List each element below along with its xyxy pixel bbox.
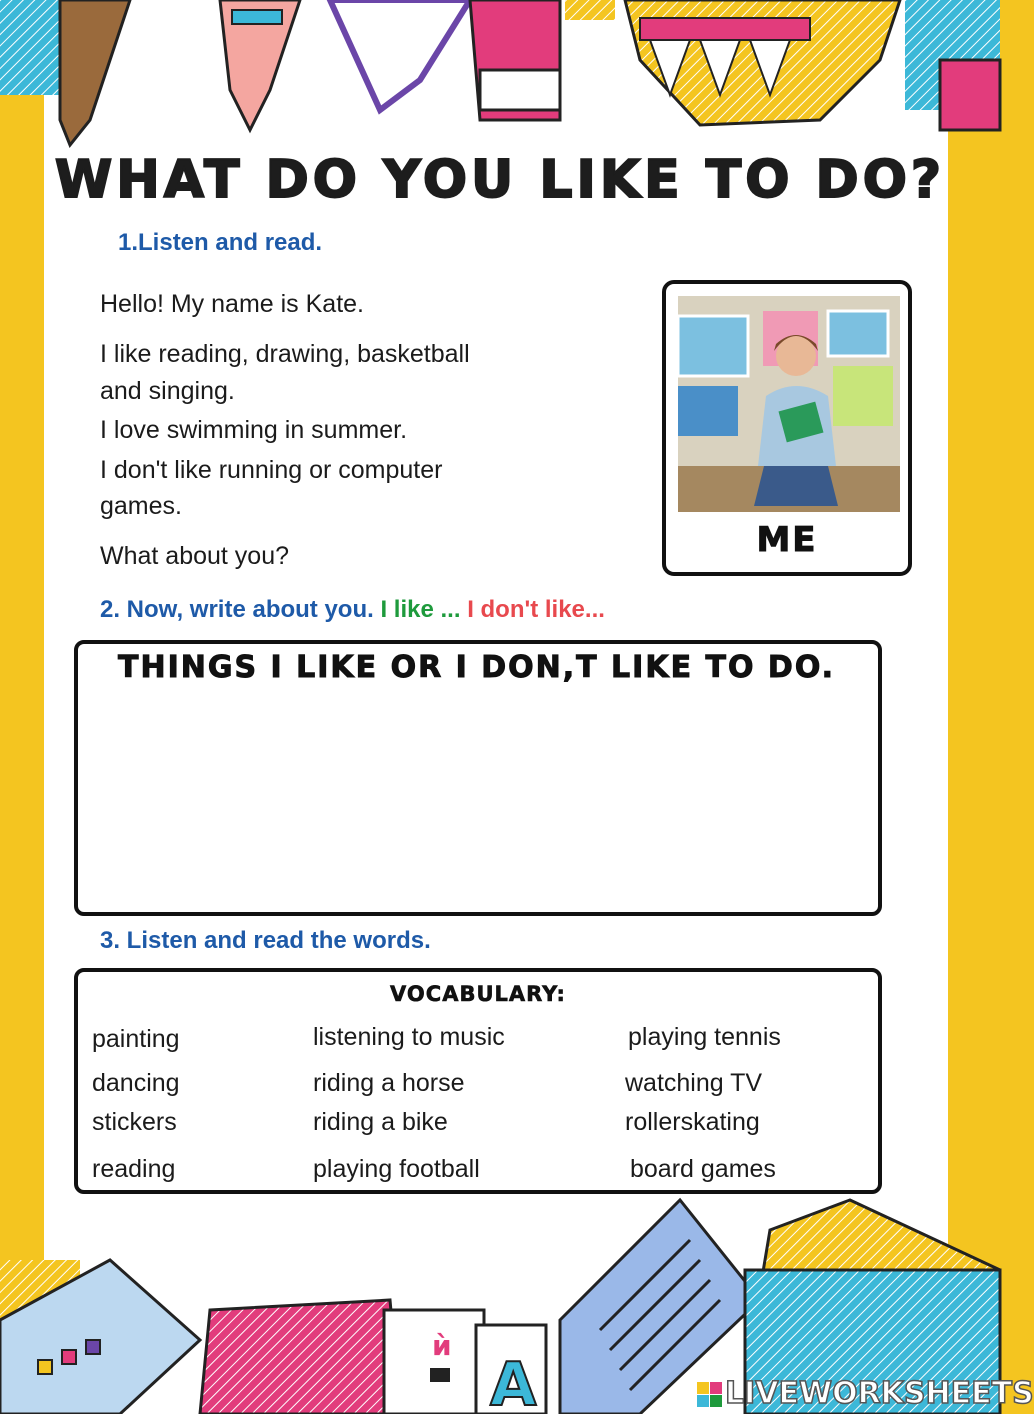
photo-label: ME (756, 520, 818, 560)
reading-line-5: I don't like running or computer (100, 456, 443, 484)
vocab-word: dancing (92, 1069, 180, 1097)
reading-line-1: Hello! My name is Kate. (100, 290, 364, 318)
vocabulary-title: VOCABULARY: (390, 982, 566, 1006)
reading-line-2: I like reading, drawing, basketball (100, 340, 470, 368)
section1-heading: 1.Listen and read. (118, 229, 323, 256)
blue-paper-shape (0, 0, 60, 95)
reading-line-6: games. (100, 492, 182, 520)
reading-line-3: and singing. (100, 377, 235, 405)
section2-heading (100, 596, 605, 624)
reading-line-7: What about you? (100, 542, 290, 570)
brush-icon (60, 0, 130, 145)
svg-text:ѝ: ѝ (432, 1329, 452, 1362)
vocab-word: watching TV (625, 1069, 763, 1097)
section2-heading-text: 2. Now, write about you. (100, 596, 374, 623)
vocab-word: listening to music (313, 1023, 505, 1051)
vocab-word: board games (630, 1155, 776, 1183)
vocab-word: painting (92, 1025, 180, 1053)
writing-box-title: THINGS I LIKE OR I DON,T LIKE TO DO. (118, 650, 836, 685)
section3-heading: 3. Listen and read the words. (100, 927, 431, 954)
teacher-photo (678, 296, 900, 512)
vocab-word: riding a bike (313, 1108, 448, 1136)
reading-line-4: I love swimming in summer. (100, 416, 408, 444)
liveworksheets-logo-icon (697, 1382, 723, 1408)
vocab-word: playing tennis (628, 1023, 781, 1051)
watermark: LIVEWORKSHEETS (725, 1376, 1034, 1411)
like-prompt: I like ... (380, 596, 461, 623)
svg-text:A: A (490, 1350, 537, 1414)
dislike-prompt: I don't like... (467, 596, 605, 623)
photo-card (662, 280, 912, 576)
writing-answer-box[interactable] (74, 640, 882, 916)
card-icon (384, 1310, 484, 1414)
worksheet-title: WHAT DO YOU LIKE TO DO? (54, 150, 946, 210)
vocab-word: rollerskating (625, 1108, 760, 1136)
top-decoration-illustration (0, 0, 1000, 150)
vocab-word: riding a horse (313, 1069, 465, 1097)
vocab-word: stickers (92, 1108, 177, 1136)
vocab-word: playing football (313, 1155, 480, 1183)
notebook-icon (330, 0, 470, 110)
vocab-word: reading (92, 1155, 176, 1183)
